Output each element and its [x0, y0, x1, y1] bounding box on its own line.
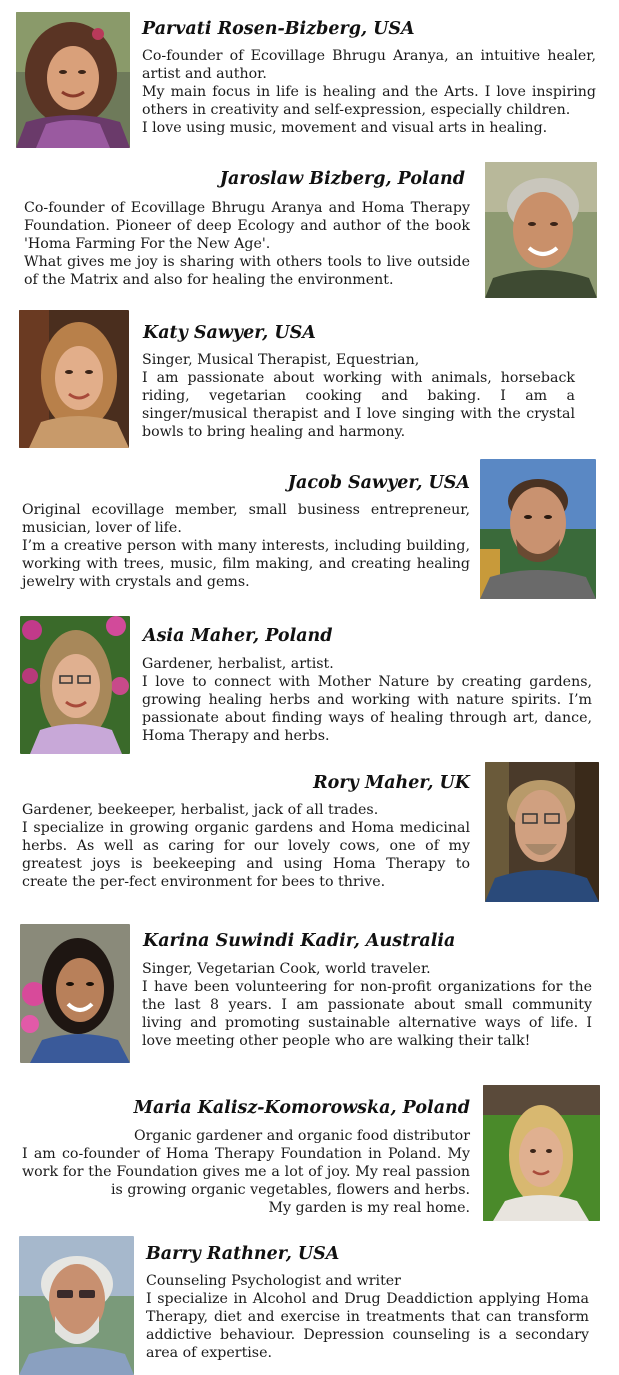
person-bio: [142, 960, 592, 1050]
person-bio: [142, 655, 592, 745]
person-name: Jaroslaw Bizberg, Poland: [219, 169, 465, 189]
bio-line: I love using music, movement and visual arts in healing.: [142, 120, 548, 136]
person-name: Maria Kalisz-Komorowska, Poland: [133, 1098, 470, 1118]
bio-line: My main focus in life is healing and the Arts. I love inspiring others in creativity and self-expression, especially children.: [142, 84, 596, 118]
bio-line: Organic gardener and organic food distributor: [134, 1128, 470, 1144]
person-bio: [146, 1272, 589, 1362]
person-name: Katy Sawyer, USA: [143, 323, 316, 343]
bio-line: I specialize in Alcohol and Drug Deaddiction applying Homa Therapy, diet and exercise in treatments that can transform addictive behaviour. Depression counseling is a secondary area of expertise.: [146, 1291, 589, 1361]
photo-barry: [19, 1236, 134, 1375]
bio-line: I specialize in growing organic gardens and Homa medicinal herbs. As well as caring for our lovely cows, one of my greatest joys is beekeeping and using Homa Therapy to create the per-fect environment for bees to thrive.: [22, 820, 470, 890]
bio-line: I have been volunteering for non-profit organizations for the the last 8 years. I am passionate about small community living and promoting sustainable alternative ways of life. I love meeting other people who are walking their talk!: [142, 979, 592, 1049]
bio-line: I am co-founder of Homa Therapy Foundation in Poland. My work for the Foundation gives me a lot of joy. My real passion is growing organic vegetables, flowers and herbs.: [22, 1146, 470, 1198]
bio-line: What gives me joy is sharing with others tools to live outside of the Matrix and also for healing the environment.: [24, 254, 470, 288]
photo-asia: [20, 616, 130, 754]
photo-karina: [20, 924, 130, 1063]
bio-line: Counseling Psychologist and writer: [146, 1273, 401, 1289]
person-name: Karina Suwindi Kadir, Australia: [143, 931, 456, 951]
photo-maria: [483, 1085, 600, 1221]
bio-line: Original ecovillage member, small business entrepreneur, musician, lover of life.: [22, 502, 470, 536]
bio-line: I am passionate about working with animals, horseback riding, vegetarian cooking and baking. I am a singer/musical therapist and I love singing with the crystal bowls to bring healing and harmony.: [142, 370, 575, 440]
photo-jaroslaw: [485, 162, 597, 298]
bio-line: Singer, Musical Therapist, Equestrian,: [142, 352, 420, 368]
photo-parvati: [16, 12, 130, 148]
person-bio: [24, 199, 470, 289]
photo-jacob: [480, 459, 596, 599]
bio-line: Gardener, beekeeper, herbalist, jack of all trades.: [22, 802, 379, 818]
person-bio: [142, 351, 575, 441]
photo-rory: [485, 762, 599, 902]
person-name: Rory Maher, UK: [313, 773, 470, 793]
bio-line: Co-founder of Ecovillage Bhrugu Aranya, an intuitive healer, artist and author.: [142, 48, 596, 82]
bio-line: Co-founder of Ecovillage Bhrugu Aranya and Homa Therapy Foundation. Pioneer of deep Ecology and author of the book 'Homa Farming For the New Age'.: [24, 200, 470, 252]
photo-katy: [19, 310, 129, 448]
person-name: Barry Rathner, USA: [146, 1244, 340, 1264]
bio-line: My garden is my real home.: [268, 1200, 470, 1216]
bio-line: I love to connect with Mother Nature by creating gardens, growing healing herbs and working with nature spirits. I’m passionate about finding ways of healing through art, dance, Homa Therapy and herbs.: [142, 674, 592, 744]
person-bio: [22, 501, 470, 591]
person-bio: [22, 801, 470, 891]
bio-line: Gardener, herbalist, artist.: [142, 656, 334, 672]
bio-line: Singer, Vegetarian Cook, world traveler.: [142, 961, 431, 977]
bio-line: I’m a creative person with many interests, including building, working with trees, music, film making, and creating healing jewelry with crystals and gems.: [22, 538, 470, 590]
person-name: Parvati Rosen-Bizberg, USA: [142, 19, 415, 39]
person-name: Jacob Sawyer, USA: [287, 473, 470, 493]
person-name: Asia Maher, Poland: [143, 626, 333, 646]
person-bio: [22, 1127, 470, 1217]
person-bio: [142, 47, 596, 137]
